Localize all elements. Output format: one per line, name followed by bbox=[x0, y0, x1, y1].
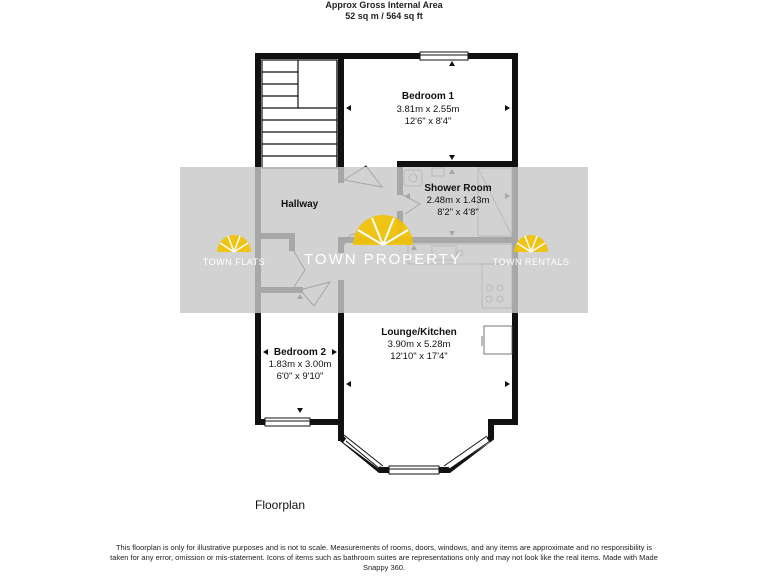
bedroom1-name: Bedroom 1 bbox=[401, 91, 455, 102]
lounge-window-front bbox=[389, 466, 439, 474]
lounge-name: Lounge/Kitchen bbox=[381, 327, 457, 338]
watermark-right-text: TOWN RENTALS bbox=[492, 257, 570, 267]
floorplan-caption: Floorplan bbox=[255, 498, 306, 512]
room-bedroom1 bbox=[397, 91, 460, 127]
room-bedroom2 bbox=[269, 347, 332, 382]
room-lounge bbox=[381, 327, 457, 362]
lounge-imperial: 12'10" x 17'4" bbox=[390, 351, 448, 362]
bedroom1-metric: 3.81m x 2.55m bbox=[396, 104, 460, 115]
shower-name: Shower Room bbox=[424, 183, 492, 194]
staircase bbox=[262, 60, 337, 168]
bedroom2-window bbox=[265, 418, 310, 426]
bedroom1-window bbox=[420, 52, 468, 60]
watermark-center-text: TOWN PROPERTY bbox=[304, 251, 462, 268]
bedroom2-metric: 1.83m x 3.00m bbox=[268, 359, 332, 370]
bedroom1-imperial: 12'6" x 8'4" bbox=[404, 116, 452, 127]
lounge-metric: 3.90m x 5.28m bbox=[387, 339, 451, 350]
shower-imperial: 8'2" x 4'8" bbox=[437, 207, 479, 218]
bedroom2-imperial: 6'0" x 9'10" bbox=[276, 371, 324, 382]
disclaimer-text: This floorplan is only for illustrative purposes and is not to scale. Measurements of rooms, doors, windows, and any items are approximate and no responsibility is taken for any error, omission or mis-statement. Icons of items such as bathroom suites are representations only and may not look like the real items. Made with Made Snappy 360. bbox=[110, 543, 658, 572]
hallway-name: Hallway bbox=[281, 199, 319, 210]
gross-area-value: 52 sq m / 564 sq ft bbox=[345, 11, 423, 21]
gross-area-title: Approx Gross Internal Area bbox=[325, 0, 443, 10]
shower-metric: 2.48m x 1.43m bbox=[426, 195, 490, 206]
bedroom2-name: Bedroom 2 bbox=[273, 347, 327, 358]
watermark-left-text: TOWN FLATS bbox=[202, 257, 266, 267]
